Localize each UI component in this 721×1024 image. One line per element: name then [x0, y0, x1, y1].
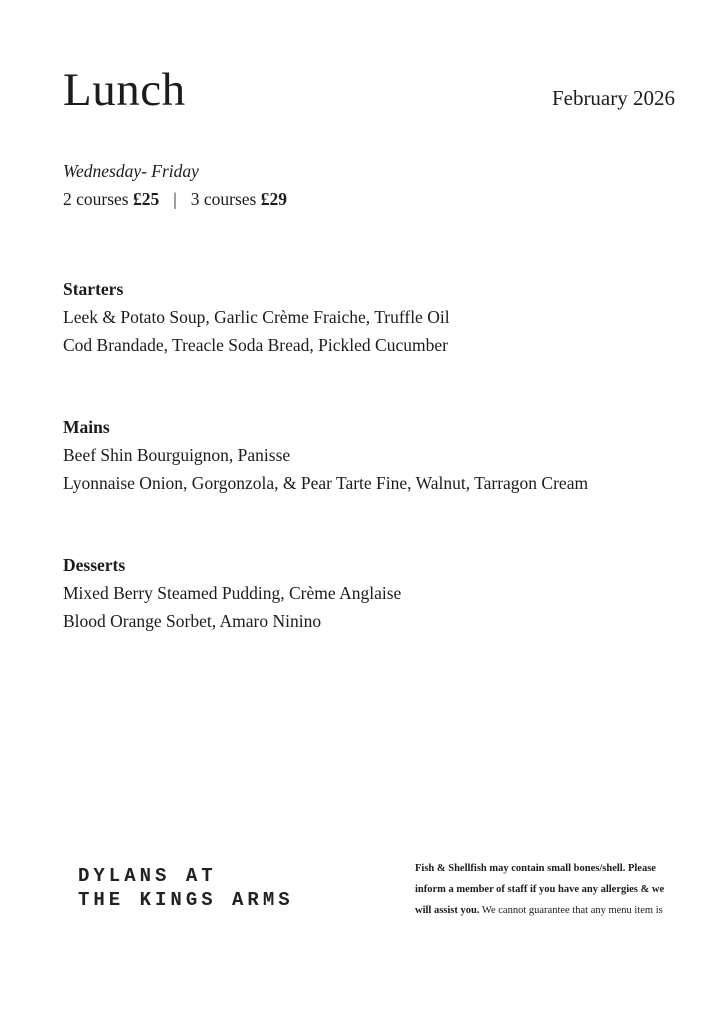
section-desserts	[63, 551, 675, 635]
menu-header	[63, 66, 675, 115]
two-courses-label: 2 courses	[63, 189, 133, 210]
menu-item: Cod Brandade, Treacle Soda Bread, Pickled Cucumber	[63, 335, 448, 356]
section-heading: Desserts	[63, 555, 126, 576]
menu-item: Leek & Potato Soup, Garlic Crème Fraiche, Truffle Oil	[63, 307, 450, 328]
menu-content	[63, 66, 675, 689]
logo-line-1: DYLANS AT	[78, 865, 217, 887]
service-days: Wednesday- Friday	[63, 161, 199, 182]
pricing-line	[63, 185, 675, 213]
section-heading: Mains	[63, 417, 110, 438]
menu-item: Mixed Berry Steamed Pudding, Crème Anglaise	[63, 583, 402, 604]
two-courses-price: £25	[132, 189, 160, 210]
section-starters	[63, 275, 675, 359]
three-courses-label: 3 courses	[190, 189, 261, 210]
allergy-notice	[415, 858, 675, 921]
logo-line-2: THE KINGS ARMS	[78, 889, 294, 911]
pricing-separator: |	[173, 189, 177, 210]
section-heading: Starters	[63, 279, 124, 300]
restaurant-logo	[78, 858, 294, 912]
menu-item: Blood Orange Sorbet, Amaro Ninino	[63, 611, 322, 632]
three-courses-price: £29	[260, 189, 287, 210]
page-title: Lunch	[63, 64, 186, 116]
menu-date: February 2026	[551, 86, 675, 110]
section-mains	[63, 413, 675, 497]
allergy-notice-bold: Fish & Shellfish may contain small bones/shell. Please inform a member of staff if you have any allergies & we will assist you.	[415, 863, 665, 916]
menu-footer	[78, 858, 675, 921]
menu-item: Beef Shin Bourguignon, Panisse	[63, 445, 291, 466]
allergy-notice-regular: We cannot guarantee that any menu item is	[479, 905, 663, 916]
service-info	[63, 157, 675, 213]
menu-item: Lyonnaise Onion, Gorgonzola, & Pear Tarte Fine, Walnut, Tarragon Cream	[63, 473, 589, 494]
